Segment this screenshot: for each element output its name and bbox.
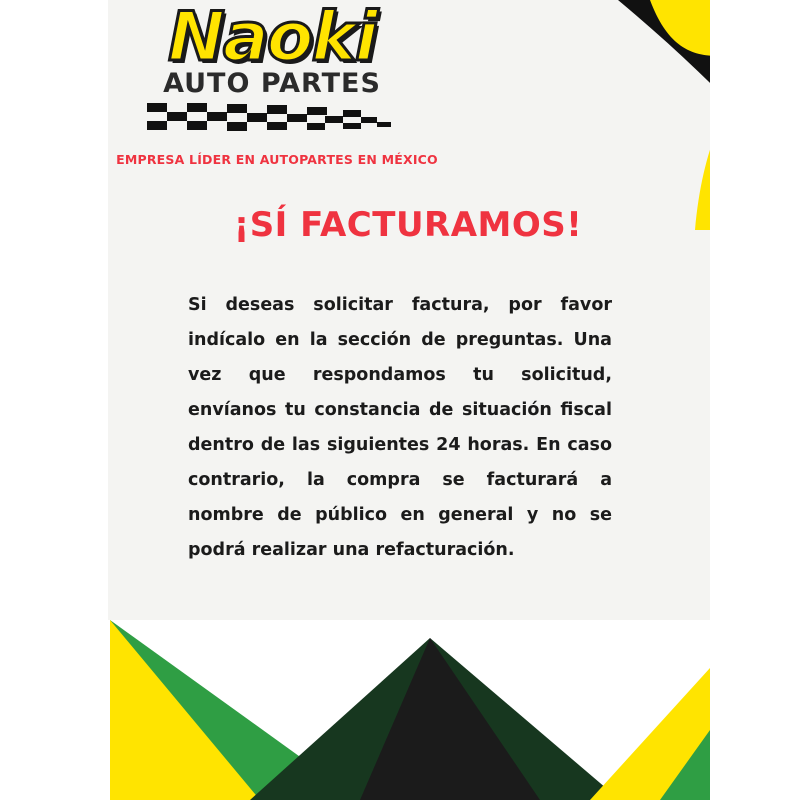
brand-name: Naoki: [167, 0, 377, 77]
body-text: Si deseas solicitar factura, por favor indícalo en la sección de preguntas. Una vez que respondamos tu solicitud, envíanos tu constancia de situación fiscal dentro de las siguientes 24 horas. En caso contrario, la compra se facturará a nombre de público en general y no se podrá realizar una refacturación.: [188, 295, 612, 560]
checkered-flag-svg: [147, 101, 397, 135]
bottom-decoration: [0, 620, 800, 800]
checkered-flag-icon: [147, 101, 397, 135]
brand-tagline: EMPRESA LÍDER EN AUTOPARTES EN MÉXICO: [116, 152, 438, 167]
right-margin: [710, 0, 800, 800]
left-margin: [0, 0, 108, 800]
brand-subtitle: AUTO PARTES: [163, 68, 381, 99]
headline: ¡SÍ FACTURAMOS!: [233, 205, 583, 245]
brand-logo: [112, 0, 432, 135]
